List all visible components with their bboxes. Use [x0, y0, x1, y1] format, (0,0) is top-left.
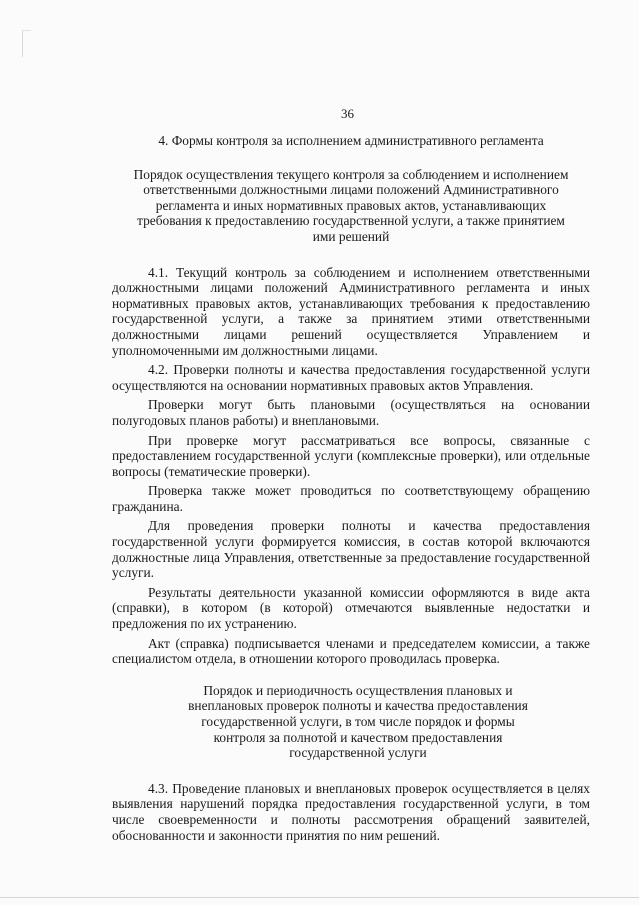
paragraph-commission: Для проведения проверки полноты и качества предоставления государственной услуги формируется комиссия, в состав которой включаются должностные лица Управления, ответственные за предоставление государственной услуги.: [112, 518, 590, 581]
scan-edge-mark: [22, 30, 31, 57]
section-title: 4. Формы контроля за исполнением административного регламента: [158, 133, 544, 148]
paragraph-4-2: 4.2. Проверки полноты и качества предоставления государственной услуги осуществляются на основании нормативных правовых актов Управления.: [112, 362, 590, 393]
scan-bottom-edge: [0, 897, 639, 898]
page-number: 36: [341, 106, 354, 121]
subsection-title-current-control: Порядок осуществления текущего контроля за соблюдением и исполнением ответственными должностными лицами положений Административного регламента и иных нормативных правовых актов, устанавливающих требования к предоставлению государственной услуги, а также принятием ими решений: [133, 166, 569, 244]
paragraph-planned-checks: Проверки могут быть плановыми (осуществляться на основании полугодовых планов работы) и внеплановыми.: [112, 397, 590, 428]
paragraph-citizen-request: Проверка также может проводиться по соответствующему обращению гражданина.: [112, 483, 590, 514]
document-body: [112, 130, 590, 847]
paragraph-4-1: 4.1. Текущий контроль за соблюдением и исполнением ответственными должностными лицами положений Административного регламента и иных нормативных правовых актов, устанавливающих требования к предоставлению государственной услуги, а также за принятием этими ответственными должностными лицами решений осуществляется Управлением и уполномоченными им должностными лицами.: [112, 264, 590, 358]
paragraph-act-signing: Акт (справка) подписывается членами и председателем комиссии, а также специалистом отдела, в отношении которого проводилась проверка.: [112, 635, 590, 667]
paragraph-check-questions: При проверке могут рассматриваться все вопросы, связанные с предоставлением государственной услуги (комплексные проверки), или отдельные вопросы (тематические проверки).: [112, 432, 590, 479]
subsection-title-periodicity: Порядок и периодичность осуществления плановых и внеплановых проверок полноты и качества предоставления государственной услуги, в том числе порядок и формы контроля за полнотой и качеством предоставления государственной услуги: [188, 682, 528, 761]
paragraph-commission-results: Результаты деятельности указанной комиссии оформляются в виде акта (справки), в котором (в которой) отмечаются выявленные недостатки и предложения по их устранению.: [112, 584, 590, 632]
paragraph-4-3: 4.3. Проведение плановых и внеплановых проверок осуществляется в целях выявления нарушений порядка предоставления государственной услуги, в том числе своевременности и полноты рассмотрения обращений заявителей, обоснованности и законности принятия по ним решений.: [112, 780, 590, 843]
